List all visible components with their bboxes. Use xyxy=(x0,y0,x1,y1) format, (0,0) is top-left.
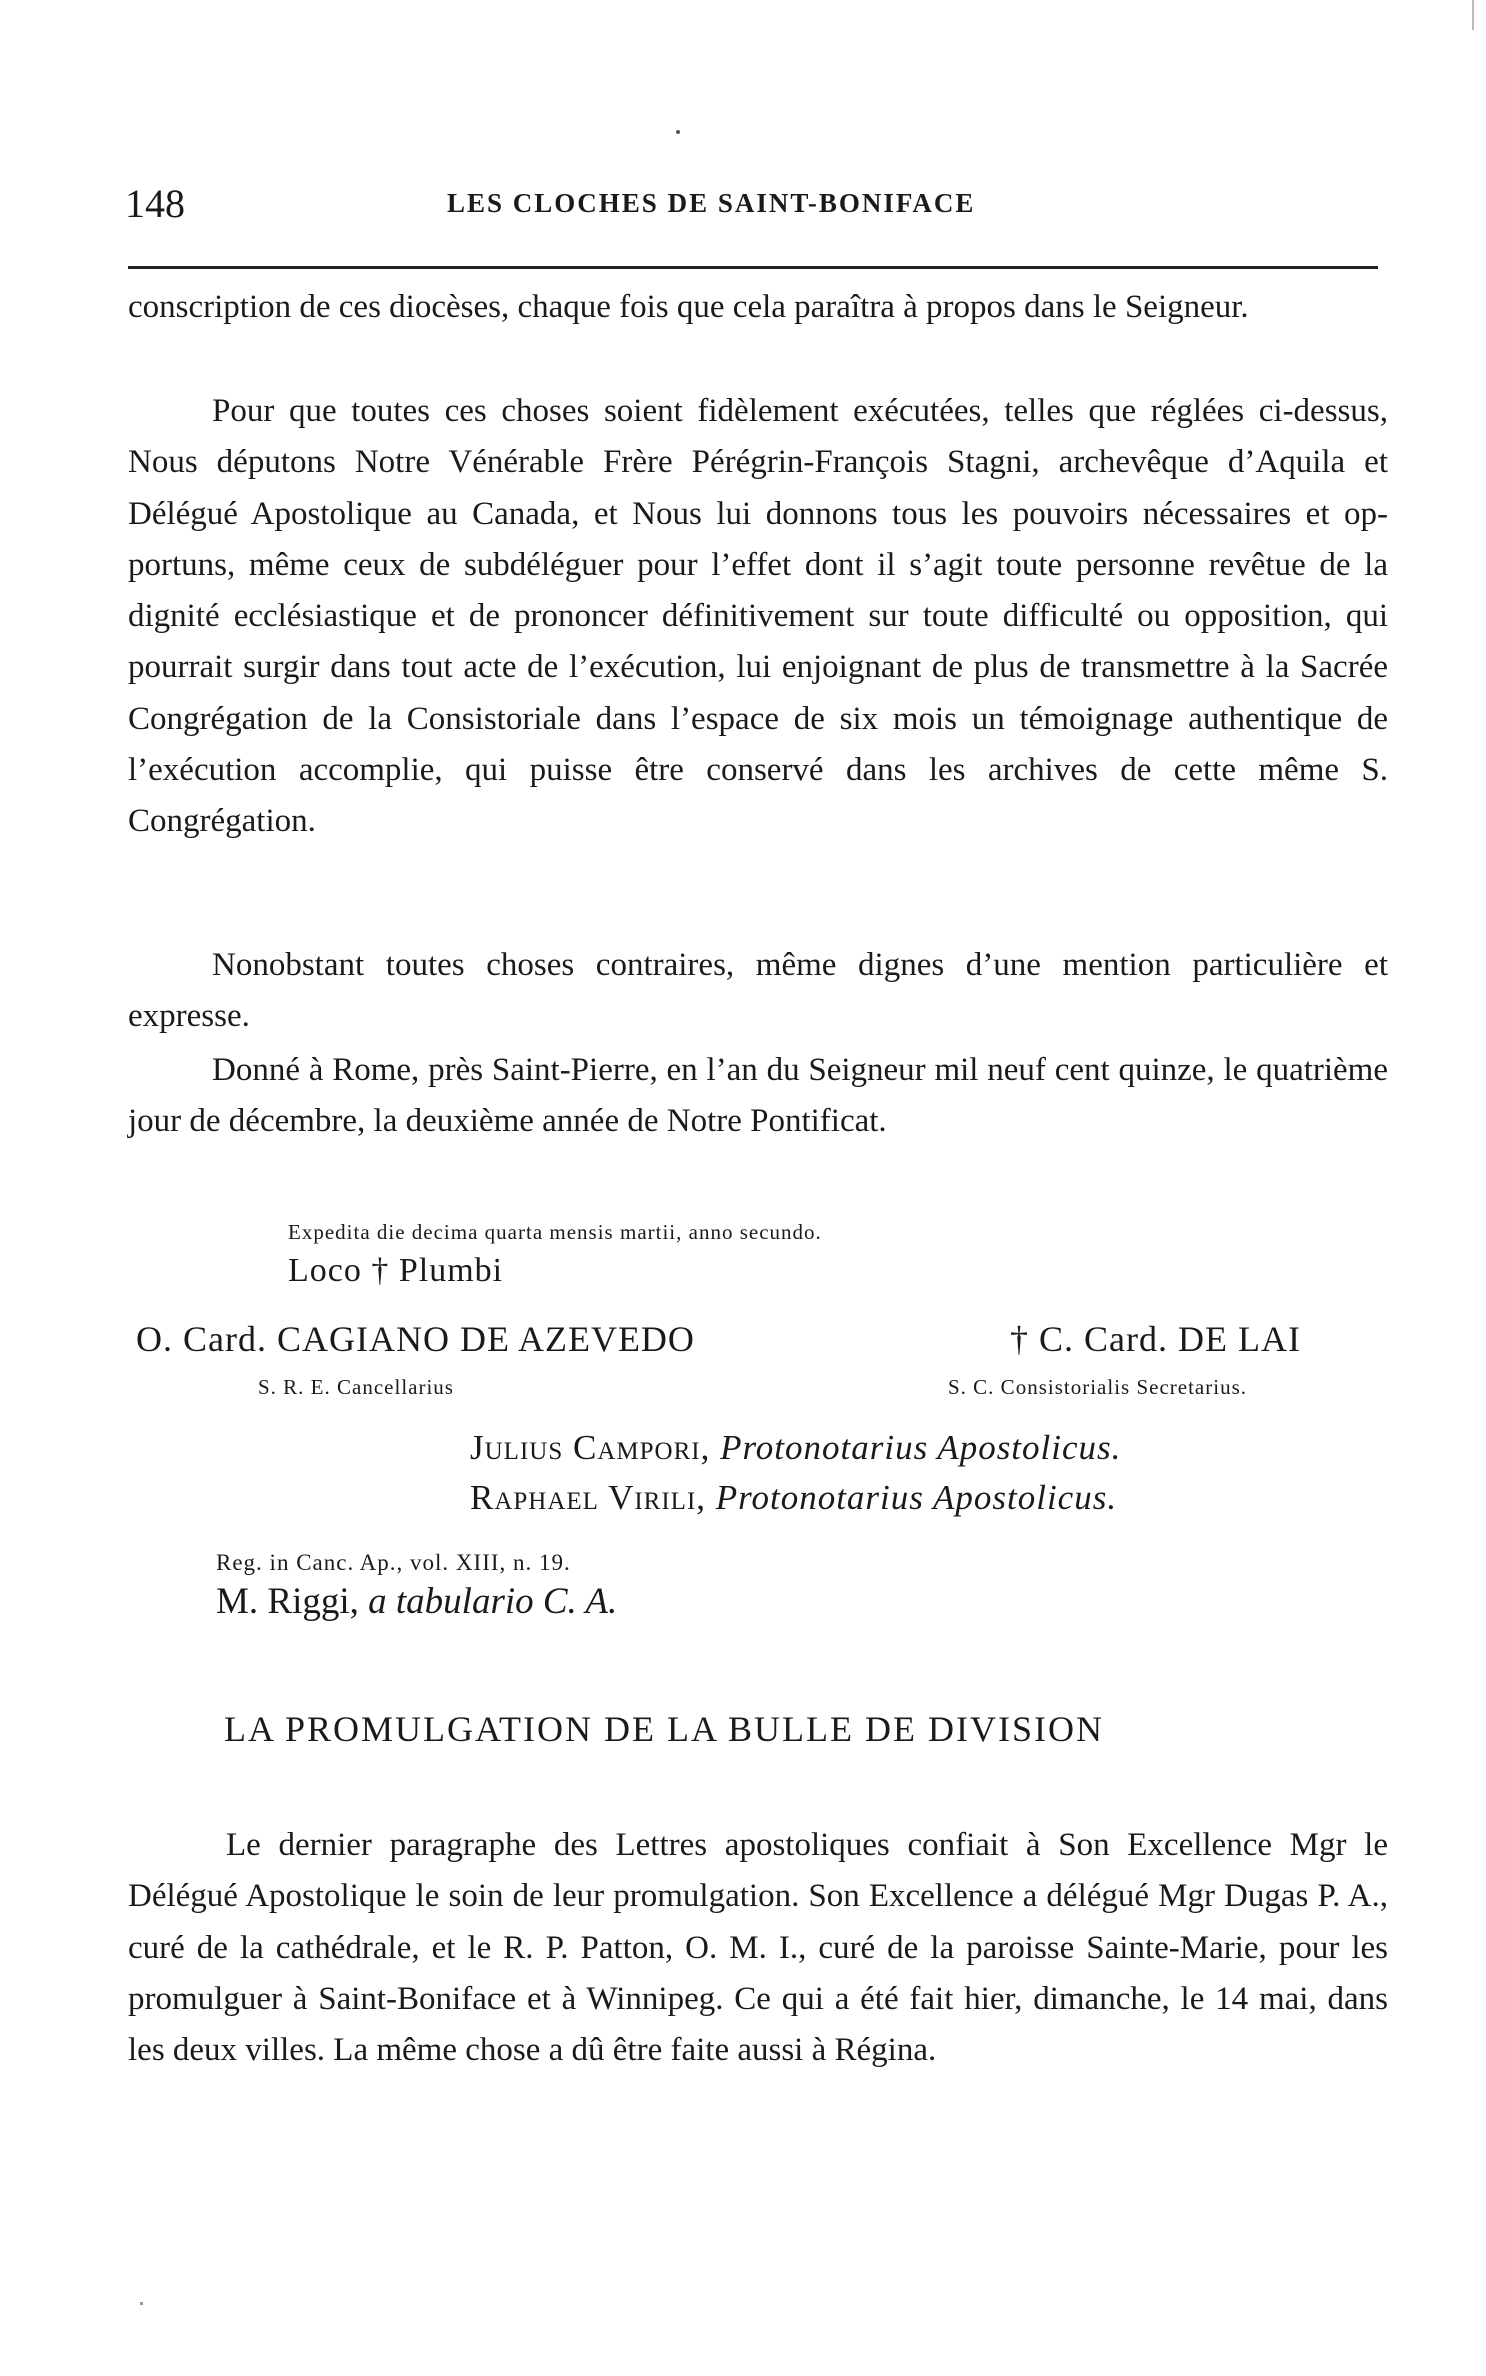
protonotary-virili xyxy=(470,1478,1117,1518)
signature-cagiano-title: S. R. E. Cancellarius xyxy=(258,1375,454,1399)
signature-cagiano: O. Card. CAGIANO DE AZEVEDO xyxy=(136,1319,695,1359)
page-number: 148 xyxy=(125,181,185,226)
scan-speck-bottom xyxy=(140,2302,143,2305)
signature-riggi-name: M. Riggi, xyxy=(216,1581,359,1622)
protonotary-campori-title: Protonotarius Apostolicus. xyxy=(720,1428,1122,1467)
paragraph-date: Donné à Rome, près Saint-Pierre, en l’an du Seigneur mil neuf cent quinze, le quatrième jour de décembre, la deuxième année de Notre Pontificat. xyxy=(128,1052,1388,1140)
paragraph-promulgation: Le dernier paragraphe des Lettres apostoliques confiait à Son Excellence Mgr le Délégué Apostolique le soin de leur promulgation. Son Excellence a délégué Mgr Dugas P. A., curé de la cathédrale, et le R. P. Patton, O. M. I., curé de la paroisse Sainte-Marie, pour les promulguer à Saint-Boniface et à Winnipeg. Ce qui a été fait hier, dimanche, le 14 mai, dans les deux villes. La même chose a dû être faite aussi à Régina. xyxy=(128,1827,1388,2069)
signature-riggi xyxy=(216,1580,617,1623)
section-heading: LA PROMULGATION DE LA BULLE DE DIVISION xyxy=(224,1709,1104,1749)
header-rule xyxy=(128,266,1378,269)
signature-riggi-suffix: a tabulario C. A. xyxy=(368,1581,618,1622)
protonotary-campori xyxy=(470,1428,1121,1468)
running-title: LES CLOCHES DE SAINT-BONIFACE xyxy=(447,188,976,218)
expedita-note: Expedita die decima quarta mensis martii, anno secundo. xyxy=(288,1220,822,1244)
paragraph-deputation: Pour que toutes ces choses soient fidèlement exécutées, telles que réglées ci-dessus, Nous députons Notre Vénérable Frère Pérégrin-François Stagni, archevêque d’Aquila et Délégué Apostolique au Canada, et Nous lui donnons tous les pouvoirs nécessaires et opportuns, même ceux de subdéléguer pour l’effet dont il s’agit toute personne revêtue de la dignité ecclésiastique et de prononcer définitivement sur toute difficulté ou opposition, qui pourrait surgir dans tout acte de l’exécution, lui enjoignant de plus de transmettre à la Sacrée Congrégation de la Consistoriale dans l’espace de six mois un témoignage authentique de l’exécution accomplie, qui puisse être conservé dans les archives de cette même S. Congrégation. xyxy=(128,393,1388,840)
paragraph-continuation: conscription de ces diocèses, chaque fois que cela paraîtra à propos dans le Seigneur. xyxy=(128,289,1249,325)
signature-de-lai: † C. Card. DE LAI xyxy=(1010,1319,1301,1359)
page-header xyxy=(125,180,1380,230)
scan-speck xyxy=(676,130,680,134)
register-reference: Reg. in Canc. Ap., vol. XIII, n. 19. xyxy=(216,1550,571,1575)
scan-edge-mark xyxy=(1472,0,1474,30)
protonotary-virili-name: Raphael Virili, xyxy=(470,1478,707,1517)
paragraph-nonobstant: Nonobstant toutes choses contraires, même dignes d’une mention particulière et expresse. xyxy=(128,947,1388,1035)
protonotary-campori-name: Julius Campori, xyxy=(470,1428,711,1467)
protonotary-virili-title: Protonotarius Apostolicus. xyxy=(715,1478,1118,1517)
loco-plumbi: Loco † Plumbi xyxy=(288,1252,504,1289)
signature-de-lai-title: S. C. Consistorialis Secretarius. xyxy=(948,1375,1247,1399)
